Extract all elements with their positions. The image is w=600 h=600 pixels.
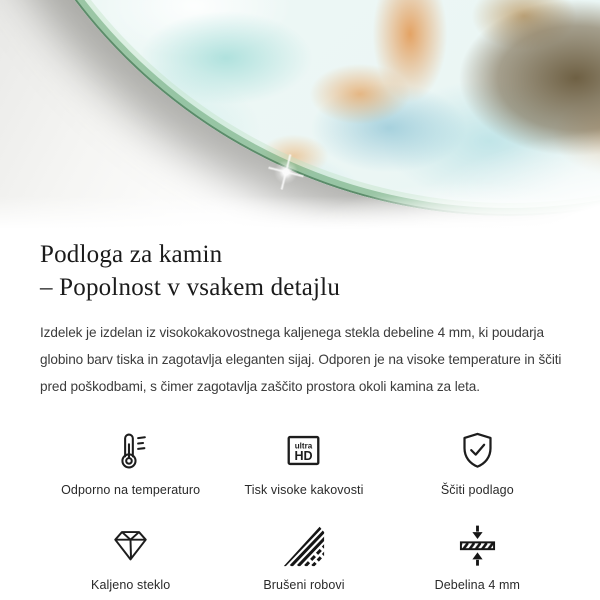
shield-check-icon [456,426,499,472]
product-description: Izdelek je izdelan iz visokokakovostnega kaljenega stekla debeline 4 mm, ki poudarja globino barv tiska in zagotavlja eleganten sijaj. Odporen je na visoke temperature in ščiti pred poškodbami, s čimer zagotavlja zaščito prostora okoli kamina za leta. [40,325,562,394]
feature-label: Debelina 4 mm [434,578,520,592]
feature-label: Brušeni robovi [263,578,345,592]
feature-label: Ščiti podlago [440,483,514,497]
product-image[interactable] [0,0,600,230]
diamond-icon [109,521,152,567]
feature-print-quality [217,426,390,497]
page-title-line2: – Popolnost v vsakem detajlu [40,274,341,301]
hd-text: HD [294,448,314,463]
ultra-text: ultra [295,441,313,451]
thickness-icon [456,521,499,567]
page-title-line1: Podloga za kamin [40,241,223,268]
feature-protects-surface [391,426,564,497]
feature-label: Tisk visoke kakovosti [244,483,364,497]
features-grid [44,426,564,592]
brushed-edges-icon [282,521,325,567]
glass-panel-photo [0,0,600,216]
thermometer-icon [109,426,152,472]
product-info-section [0,230,600,592]
feature-label: Odporno na temperaturo [61,483,201,497]
feature-tempered-glass [44,521,217,592]
feature-thickness [391,521,564,592]
feature-polished-edges [217,521,390,592]
ultra-hd-icon [282,426,325,472]
feature-temperature-resistant [44,426,217,497]
page-title [40,238,568,304]
feature-label: Kaljeno steklo [91,578,171,592]
